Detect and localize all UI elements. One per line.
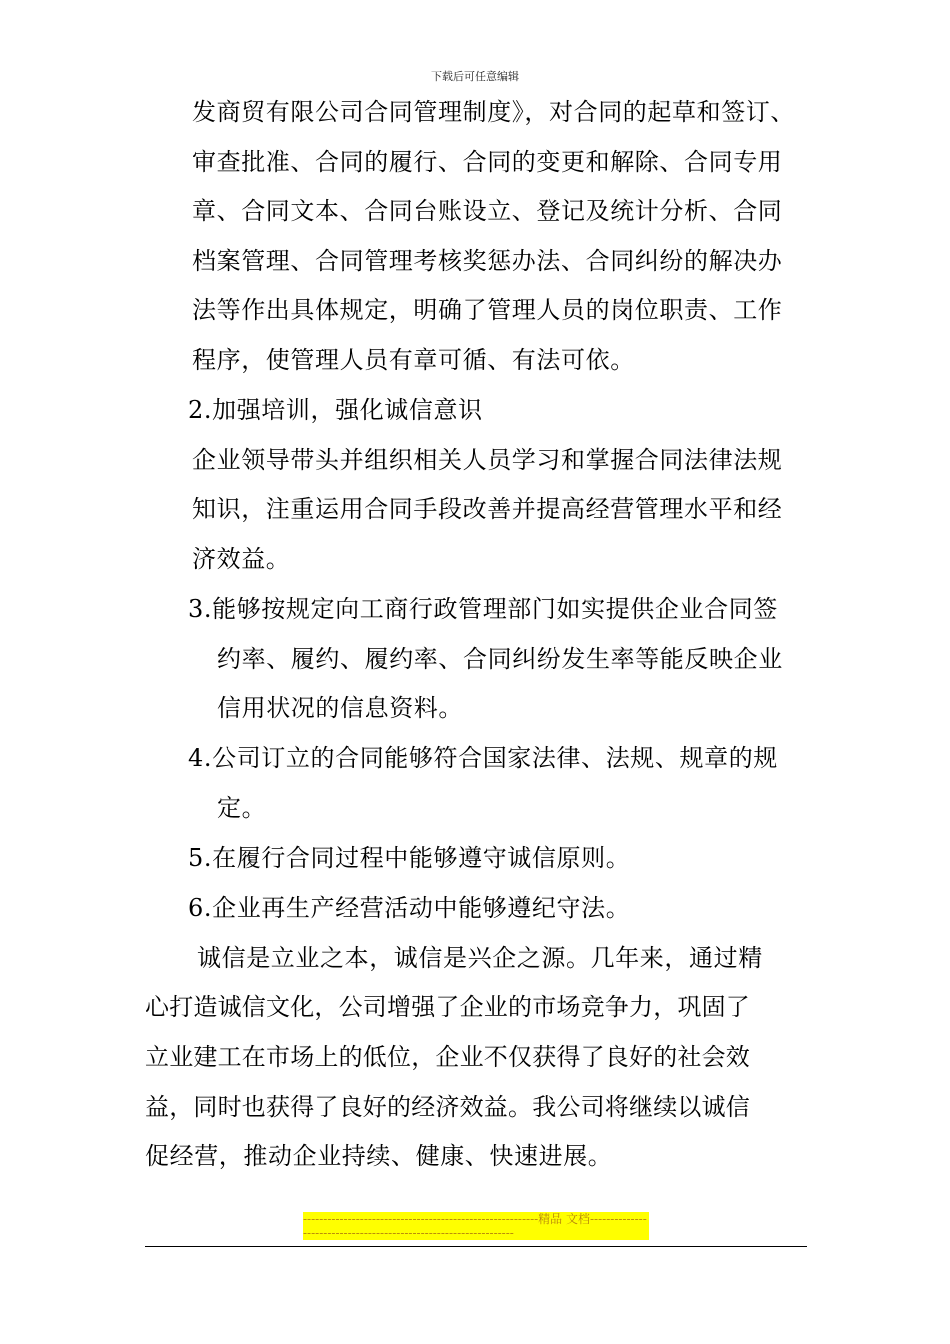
- text-line: 心打造诚信文化，公司增强了企业的市场竞争力，巩固了: [145, 993, 750, 1021]
- list-item: 3.能够按规定向工商行政管理部门如实提供企业合同签: [188, 595, 778, 623]
- list-item: 5.在履行合同过程中能够遵守诚信原则。: [188, 844, 631, 872]
- text-line: 益，同时也获得了良好的经济效益。我公司将继续以诚信: [145, 1093, 750, 1121]
- text-line: 约率、履约、履约率、合同纠纷发生率等能反映企业: [217, 645, 783, 673]
- text-line: 章、合同文本、合同台账设立、登记及统计分析、合同: [192, 197, 783, 225]
- text-line: 企业领导带头并组织相关人员学习和掌握合同法律法规: [192, 446, 783, 474]
- text-line: 知识，注重运用合同手段改善并提高经营管理水平和经: [192, 495, 783, 523]
- text-line: 程序，使管理人员有章可循、有法可依。: [192, 346, 635, 374]
- page-header: 下载后可任意编辑: [431, 70, 519, 83]
- text-line: 信用状况的信息资料。: [217, 694, 463, 722]
- text-line: 诚信是立业之本，诚信是兴企之源。几年来，通过精: [197, 944, 763, 972]
- text-line: 促经营，推动企业持续、健康、快速进展。: [145, 1142, 613, 1170]
- footer-divider: [145, 1246, 807, 1247]
- list-item: 4.公司订立的合同能够符合国家法律、法规、规章的规: [188, 744, 778, 772]
- text-line: 立业建工在市场上的低位，企业不仅获得了良好的社会效: [145, 1043, 750, 1071]
- text-line: 济效益。: [192, 545, 291, 573]
- text-line: 定。: [217, 794, 267, 822]
- list-heading: 2.加强培训，强化诚信意识: [188, 396, 483, 424]
- list-item: 6.企业再生产经营活动中能够遵纪守法。: [188, 894, 631, 922]
- footer-watermark: ----------------------------------------------------------精品 文档------------------------------------------------------------------: [303, 1212, 649, 1240]
- text-line: 审查批准、合同的履行、合同的变更和解除、合同专用: [192, 148, 783, 176]
- text-line: 法等作出具体规定，明确了管理人员的岗位职责、工作: [192, 296, 783, 324]
- text-line: 发商贸有限公司合同管理制度》，对合同的起草和签订、: [192, 98, 795, 126]
- text-line: 档案管理、合同管理考核奖惩办法、合同纠纷的解决办: [192, 247, 783, 275]
